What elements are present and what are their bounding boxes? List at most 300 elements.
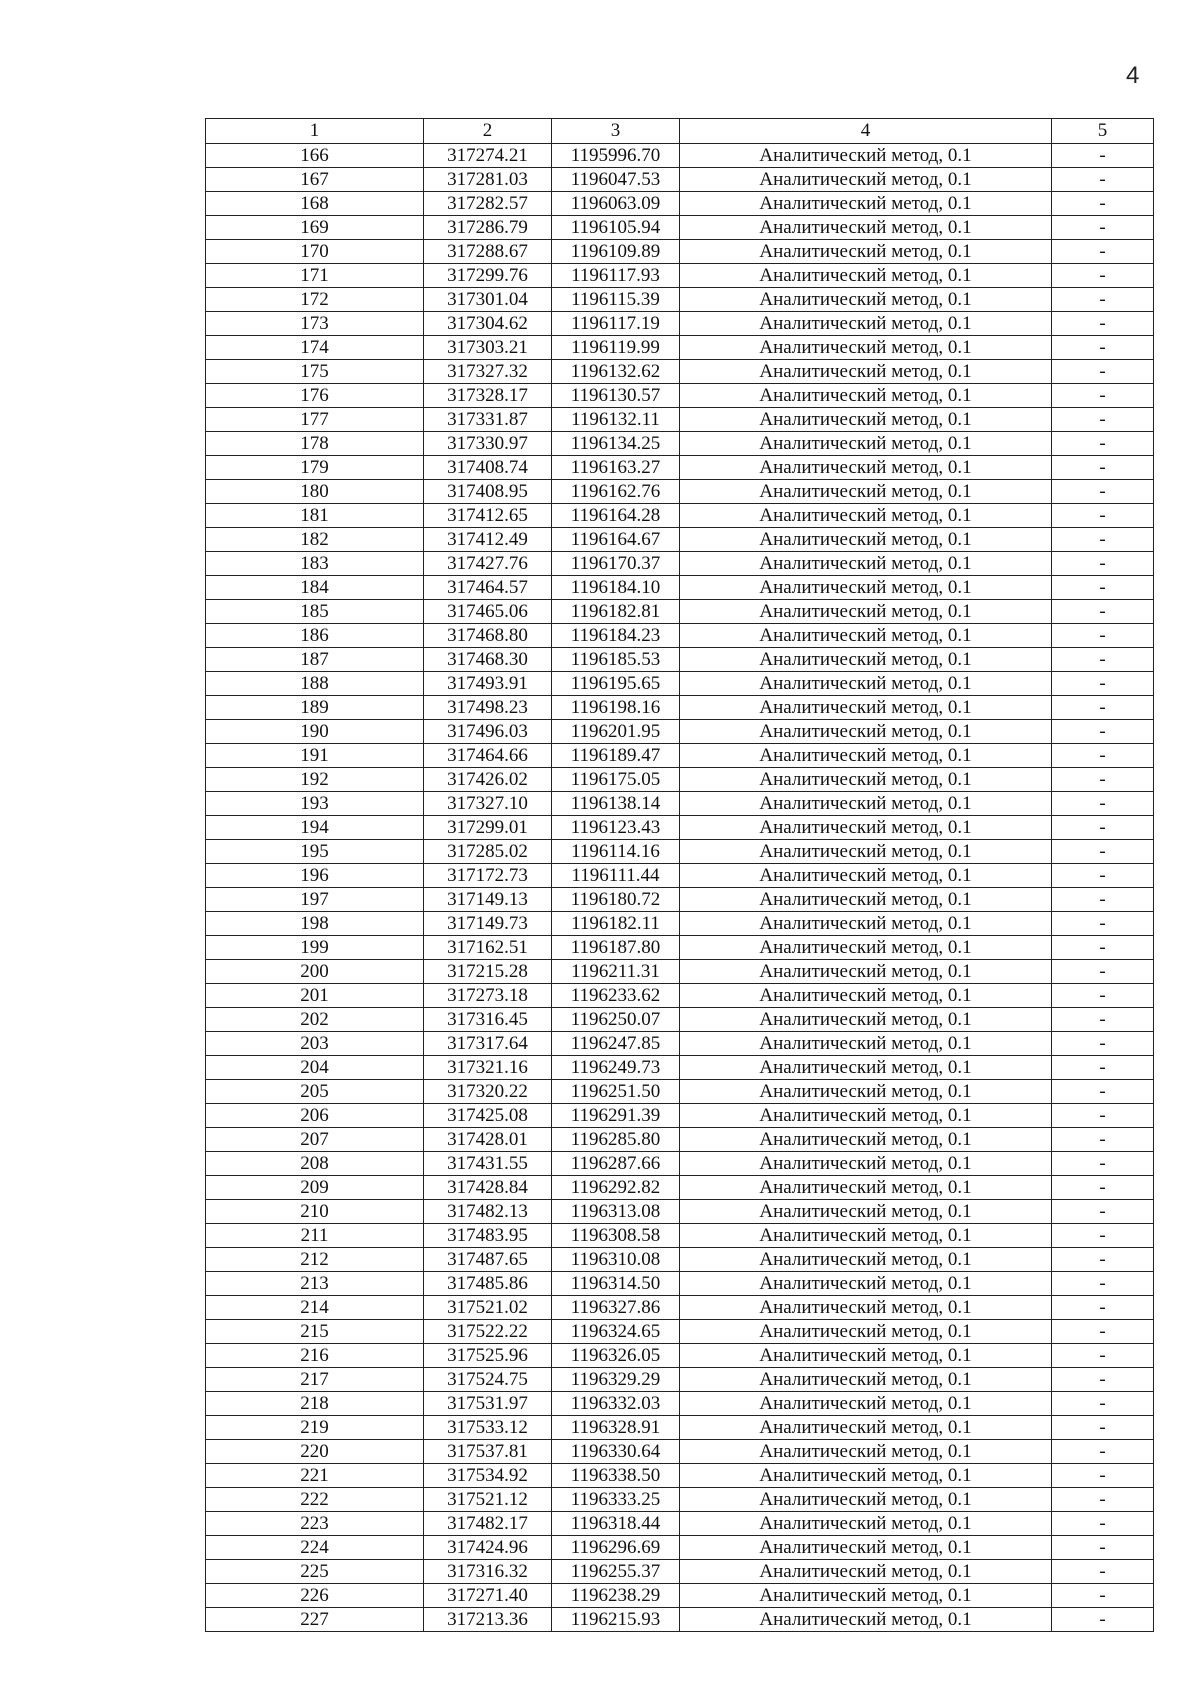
table-row: [206, 1368, 1154, 1392]
note-cell: -: [1052, 648, 1154, 672]
x-coordinate-cell: 317273.18: [424, 984, 552, 1008]
y-coordinate-cell: 1196164.67: [552, 528, 680, 552]
y-coordinate-cell: 1196119.99: [552, 336, 680, 360]
x-coordinate-cell: 317525.96: [424, 1344, 552, 1368]
y-coordinate-cell: 1196338.50: [552, 1464, 680, 1488]
note-cell: -: [1052, 1344, 1154, 1368]
y-coordinate-cell: 1196247.85: [552, 1032, 680, 1056]
x-coordinate-cell: 317431.55: [424, 1152, 552, 1176]
table-row: [206, 840, 1154, 864]
table-row: [206, 888, 1154, 912]
header-row: [206, 119, 1154, 144]
page-number: 4: [1126, 62, 1140, 89]
note-cell: -: [1052, 168, 1154, 192]
note-cell: -: [1052, 1032, 1154, 1056]
table-row: [206, 1008, 1154, 1032]
method-cell: Аналитический метод, 0.1: [680, 552, 1052, 576]
point-number-cell: 219: [206, 1416, 424, 1440]
table-row: [206, 168, 1154, 192]
method-cell: Аналитический метод, 0.1: [680, 1152, 1052, 1176]
method-cell: Аналитический метод, 0.1: [680, 336, 1052, 360]
method-cell: Аналитический метод, 0.1: [680, 288, 1052, 312]
x-coordinate-cell: 317327.32: [424, 360, 552, 384]
note-cell: -: [1052, 1392, 1154, 1416]
table-row: [206, 408, 1154, 432]
point-number-cell: 197: [206, 888, 424, 912]
y-coordinate-cell: 1196211.31: [552, 960, 680, 984]
point-number-cell: 190: [206, 720, 424, 744]
point-number-cell: 193: [206, 792, 424, 816]
x-coordinate-cell: 317427.76: [424, 552, 552, 576]
table-row: [206, 1608, 1154, 1632]
x-coordinate-cell: 317412.65: [424, 504, 552, 528]
x-coordinate-cell: 317172.73: [424, 864, 552, 888]
point-number-cell: 210: [206, 1200, 424, 1224]
note-cell: -: [1052, 1464, 1154, 1488]
y-coordinate-cell: 1196184.23: [552, 624, 680, 648]
method-cell: Аналитический метод, 0.1: [680, 240, 1052, 264]
table-row: [206, 480, 1154, 504]
note-cell: -: [1052, 528, 1154, 552]
x-coordinate-cell: 317303.21: [424, 336, 552, 360]
method-cell: Аналитический метод, 0.1: [680, 720, 1052, 744]
x-coordinate-cell: 317468.30: [424, 648, 552, 672]
method-cell: Аналитический метод, 0.1: [680, 960, 1052, 984]
y-coordinate-cell: 1196292.82: [552, 1176, 680, 1200]
note-cell: -: [1052, 192, 1154, 216]
point-number-cell: 220: [206, 1440, 424, 1464]
note-cell: -: [1052, 408, 1154, 432]
method-cell: Аналитический метод, 0.1: [680, 768, 1052, 792]
note-cell: -: [1052, 1104, 1154, 1128]
note-cell: -: [1052, 840, 1154, 864]
note-cell: -: [1052, 1200, 1154, 1224]
y-coordinate-cell: 1196332.03: [552, 1392, 680, 1416]
point-number-cell: 180: [206, 480, 424, 504]
method-cell: Аналитический метод, 0.1: [680, 1032, 1052, 1056]
y-coordinate-cell: 1196047.53: [552, 168, 680, 192]
y-coordinate-cell: 1196187.80: [552, 936, 680, 960]
table-row: [206, 1464, 1154, 1488]
method-cell: Аналитический метод, 0.1: [680, 1224, 1052, 1248]
point-number-cell: 211: [206, 1224, 424, 1248]
note-cell: -: [1052, 1056, 1154, 1080]
y-coordinate-cell: 1196238.29: [552, 1584, 680, 1608]
point-number-cell: 203: [206, 1032, 424, 1056]
y-coordinate-cell: 1196184.10: [552, 576, 680, 600]
point-number-cell: 194: [206, 816, 424, 840]
note-cell: -: [1052, 1584, 1154, 1608]
y-coordinate-cell: 1196115.39: [552, 288, 680, 312]
method-cell: Аналитический метод, 0.1: [680, 1296, 1052, 1320]
table-row: [206, 240, 1154, 264]
y-coordinate-cell: 1196134.25: [552, 432, 680, 456]
y-coordinate-cell: 1196326.05: [552, 1344, 680, 1368]
method-cell: Аналитический метод, 0.1: [680, 1464, 1052, 1488]
y-coordinate-cell: 1196123.43: [552, 816, 680, 840]
x-coordinate-cell: 317425.08: [424, 1104, 552, 1128]
y-coordinate-cell: 1196130.57: [552, 384, 680, 408]
x-coordinate-cell: 317521.02: [424, 1296, 552, 1320]
point-number-cell: 221: [206, 1464, 424, 1488]
point-number-cell: 222: [206, 1488, 424, 1512]
method-cell: Аналитический метод, 0.1: [680, 1368, 1052, 1392]
method-cell: Аналитический метод, 0.1: [680, 600, 1052, 624]
point-number-cell: 201: [206, 984, 424, 1008]
point-number-cell: 209: [206, 1176, 424, 1200]
point-number-cell: 167: [206, 168, 424, 192]
y-coordinate-cell: 1196250.07: [552, 1008, 680, 1032]
method-cell: Аналитический метод, 0.1: [680, 1104, 1052, 1128]
method-cell: Аналитический метод, 0.1: [680, 1392, 1052, 1416]
y-coordinate-cell: 1196285.80: [552, 1128, 680, 1152]
method-cell: Аналитический метод, 0.1: [680, 840, 1052, 864]
method-cell: Аналитический метод, 0.1: [680, 1200, 1052, 1224]
method-cell: Аналитический метод, 0.1: [680, 360, 1052, 384]
point-number-cell: 177: [206, 408, 424, 432]
table-row: [206, 648, 1154, 672]
x-coordinate-cell: 317522.22: [424, 1320, 552, 1344]
y-coordinate-cell: 1196330.64: [552, 1440, 680, 1464]
note-cell: -: [1052, 1368, 1154, 1392]
y-coordinate-cell: 1196198.16: [552, 696, 680, 720]
point-number-cell: 206: [206, 1104, 424, 1128]
point-number-cell: 169: [206, 216, 424, 240]
x-coordinate-cell: 317524.75: [424, 1368, 552, 1392]
table-row: [206, 528, 1154, 552]
note-cell: -: [1052, 144, 1154, 168]
method-cell: Аналитический метод, 0.1: [680, 1272, 1052, 1296]
table-row: [206, 720, 1154, 744]
point-number-cell: 225: [206, 1560, 424, 1584]
x-coordinate-cell: 317281.03: [424, 168, 552, 192]
y-coordinate-cell: 1196132.62: [552, 360, 680, 384]
x-coordinate-cell: 317465.06: [424, 600, 552, 624]
table-row: [206, 1560, 1154, 1584]
table-row: [206, 1128, 1154, 1152]
x-coordinate-cell: 317288.67: [424, 240, 552, 264]
note-cell: -: [1052, 1416, 1154, 1440]
y-coordinate-cell: 1196310.08: [552, 1248, 680, 1272]
y-coordinate-cell: 1196180.72: [552, 888, 680, 912]
y-coordinate-cell: 1196182.11: [552, 912, 680, 936]
y-coordinate-cell: 1196109.89: [552, 240, 680, 264]
y-coordinate-cell: 1196170.37: [552, 552, 680, 576]
note-cell: -: [1052, 504, 1154, 528]
table-row: [206, 1032, 1154, 1056]
point-number-cell: 215: [206, 1320, 424, 1344]
note-cell: -: [1052, 1512, 1154, 1536]
x-coordinate-cell: 317328.17: [424, 384, 552, 408]
note-cell: -: [1052, 768, 1154, 792]
y-coordinate-cell: 1196255.37: [552, 1560, 680, 1584]
x-coordinate-cell: 317521.12: [424, 1488, 552, 1512]
x-coordinate-cell: 317286.79: [424, 216, 552, 240]
method-cell: Аналитический метод, 0.1: [680, 624, 1052, 648]
table-row: [206, 360, 1154, 384]
point-number-cell: 168: [206, 192, 424, 216]
point-number-cell: 223: [206, 1512, 424, 1536]
table-row: [206, 192, 1154, 216]
y-coordinate-cell: 1196163.27: [552, 456, 680, 480]
method-cell: Аналитический метод, 0.1: [680, 1536, 1052, 1560]
note-cell: -: [1052, 1224, 1154, 1248]
x-coordinate-cell: 317482.17: [424, 1512, 552, 1536]
note-cell: -: [1052, 576, 1154, 600]
x-coordinate-cell: 317408.74: [424, 456, 552, 480]
y-coordinate-cell: 1196308.58: [552, 1224, 680, 1248]
note-cell: -: [1052, 288, 1154, 312]
method-cell: Аналитический метод, 0.1: [680, 1488, 1052, 1512]
note-cell: -: [1052, 864, 1154, 888]
point-number-cell: 191: [206, 744, 424, 768]
table-row: [206, 336, 1154, 360]
note-cell: -: [1052, 696, 1154, 720]
note-cell: -: [1052, 936, 1154, 960]
method-cell: Аналитический метод, 0.1: [680, 1320, 1052, 1344]
note-cell: -: [1052, 384, 1154, 408]
note-cell: -: [1052, 264, 1154, 288]
method-cell: Аналитический метод, 0.1: [680, 1248, 1052, 1272]
table-row: [206, 960, 1154, 984]
x-coordinate-cell: 317483.95: [424, 1224, 552, 1248]
note-cell: -: [1052, 360, 1154, 384]
x-coordinate-cell: 317485.86: [424, 1272, 552, 1296]
table-row: [206, 432, 1154, 456]
table-row: [206, 1152, 1154, 1176]
y-coordinate-cell: 1196117.19: [552, 312, 680, 336]
note-cell: -: [1052, 552, 1154, 576]
point-number-cell: 179: [206, 456, 424, 480]
note-cell: -: [1052, 240, 1154, 264]
note-cell: -: [1052, 912, 1154, 936]
x-coordinate-cell: 317304.62: [424, 312, 552, 336]
y-coordinate-cell: 1196185.53: [552, 648, 680, 672]
x-coordinate-cell: 317320.22: [424, 1080, 552, 1104]
note-cell: -: [1052, 1320, 1154, 1344]
x-coordinate-cell: 317330.97: [424, 432, 552, 456]
table-row: [206, 456, 1154, 480]
note-cell: -: [1052, 792, 1154, 816]
table-row: [206, 624, 1154, 648]
table-row: [206, 1536, 1154, 1560]
point-number-cell: 217: [206, 1368, 424, 1392]
x-coordinate-cell: 317498.23: [424, 696, 552, 720]
table-row: [206, 600, 1154, 624]
x-coordinate-cell: 317428.84: [424, 1176, 552, 1200]
y-coordinate-cell: 1196175.05: [552, 768, 680, 792]
method-cell: Аналитический метод, 0.1: [680, 264, 1052, 288]
x-coordinate-cell: 317482.13: [424, 1200, 552, 1224]
method-cell: Аналитический метод, 0.1: [680, 192, 1052, 216]
method-cell: Аналитический метод, 0.1: [680, 696, 1052, 720]
table-body: [206, 144, 1154, 1632]
note-cell: -: [1052, 888, 1154, 912]
method-cell: Аналитический метод, 0.1: [680, 888, 1052, 912]
table-row: [206, 576, 1154, 600]
x-coordinate-cell: 317299.01: [424, 816, 552, 840]
table-row: [206, 864, 1154, 888]
note-cell: -: [1052, 1008, 1154, 1032]
x-coordinate-cell: 317316.32: [424, 1560, 552, 1584]
point-number-cell: 224: [206, 1536, 424, 1560]
x-coordinate-cell: 317496.03: [424, 720, 552, 744]
note-cell: -: [1052, 1272, 1154, 1296]
point-number-cell: 170: [206, 240, 424, 264]
table-row: [206, 672, 1154, 696]
table-row: [206, 912, 1154, 936]
column-header-1: 1: [206, 119, 424, 144]
x-coordinate-cell: 317424.96: [424, 1536, 552, 1560]
note-cell: -: [1052, 312, 1154, 336]
x-coordinate-cell: 317537.81: [424, 1440, 552, 1464]
point-number-cell: 189: [206, 696, 424, 720]
x-coordinate-cell: 317426.02: [424, 768, 552, 792]
table-row: [206, 504, 1154, 528]
point-number-cell: 200: [206, 960, 424, 984]
x-coordinate-cell: 317534.92: [424, 1464, 552, 1488]
x-coordinate-cell: 317493.91: [424, 672, 552, 696]
y-coordinate-cell: 1195996.70: [552, 144, 680, 168]
y-coordinate-cell: 1196215.93: [552, 1608, 680, 1632]
y-coordinate-cell: 1196114.16: [552, 840, 680, 864]
table-row: [206, 1200, 1154, 1224]
method-cell: Аналитический метод, 0.1: [680, 1440, 1052, 1464]
method-cell: Аналитический метод, 0.1: [680, 912, 1052, 936]
point-number-cell: 192: [206, 768, 424, 792]
x-coordinate-cell: 317412.49: [424, 528, 552, 552]
note-cell: -: [1052, 1248, 1154, 1272]
table-row: [206, 288, 1154, 312]
point-number-cell: 195: [206, 840, 424, 864]
coordinates-table: [205, 118, 1154, 1632]
note-cell: -: [1052, 1440, 1154, 1464]
table-row: [206, 936, 1154, 960]
point-number-cell: 199: [206, 936, 424, 960]
y-coordinate-cell: 1196287.66: [552, 1152, 680, 1176]
method-cell: Аналитический метод, 0.1: [680, 576, 1052, 600]
note-cell: -: [1052, 480, 1154, 504]
point-number-cell: 171: [206, 264, 424, 288]
x-coordinate-cell: 317487.65: [424, 1248, 552, 1272]
column-header-5: 5: [1052, 119, 1154, 144]
note-cell: -: [1052, 720, 1154, 744]
point-number-cell: 202: [206, 1008, 424, 1032]
note-cell: -: [1052, 960, 1154, 984]
x-coordinate-cell: 317531.97: [424, 1392, 552, 1416]
x-coordinate-cell: 317533.12: [424, 1416, 552, 1440]
x-coordinate-cell: 317301.04: [424, 288, 552, 312]
point-number-cell: 184: [206, 576, 424, 600]
method-cell: Аналитический метод, 0.1: [680, 168, 1052, 192]
x-coordinate-cell: 317428.01: [424, 1128, 552, 1152]
table-row: [206, 216, 1154, 240]
method-cell: Аналитический метод, 0.1: [680, 1608, 1052, 1632]
method-cell: Аналитический метод, 0.1: [680, 816, 1052, 840]
x-coordinate-cell: 317271.40: [424, 1584, 552, 1608]
point-number-cell: 207: [206, 1128, 424, 1152]
table-row: [206, 792, 1154, 816]
note-cell: -: [1052, 216, 1154, 240]
y-coordinate-cell: 1196105.94: [552, 216, 680, 240]
y-coordinate-cell: 1196324.65: [552, 1320, 680, 1344]
method-cell: Аналитический метод, 0.1: [680, 456, 1052, 480]
x-coordinate-cell: 317274.21: [424, 144, 552, 168]
method-cell: Аналитический метод, 0.1: [680, 408, 1052, 432]
x-coordinate-cell: 317321.16: [424, 1056, 552, 1080]
note-cell: -: [1052, 1560, 1154, 1584]
y-coordinate-cell: 1196132.11: [552, 408, 680, 432]
point-number-cell: 173: [206, 312, 424, 336]
y-coordinate-cell: 1196333.25: [552, 1488, 680, 1512]
note-cell: -: [1052, 672, 1154, 696]
y-coordinate-cell: 1196251.50: [552, 1080, 680, 1104]
table-row: [206, 816, 1154, 840]
table-row: [206, 768, 1154, 792]
note-cell: -: [1052, 600, 1154, 624]
point-number-cell: 172: [206, 288, 424, 312]
point-number-cell: 212: [206, 1248, 424, 1272]
table-row: [206, 1512, 1154, 1536]
point-number-cell: 214: [206, 1296, 424, 1320]
x-coordinate-cell: 317149.13: [424, 888, 552, 912]
note-cell: -: [1052, 432, 1154, 456]
y-coordinate-cell: 1196189.47: [552, 744, 680, 768]
y-coordinate-cell: 1196201.95: [552, 720, 680, 744]
y-coordinate-cell: 1196327.86: [552, 1296, 680, 1320]
method-cell: Аналитический метод, 0.1: [680, 1008, 1052, 1032]
note-cell: -: [1052, 1608, 1154, 1632]
y-coordinate-cell: 1196233.62: [552, 984, 680, 1008]
table-row: [206, 1416, 1154, 1440]
y-coordinate-cell: 1196138.14: [552, 792, 680, 816]
point-number-cell: 187: [206, 648, 424, 672]
x-coordinate-cell: 317464.66: [424, 744, 552, 768]
method-cell: Аналитический метод, 0.1: [680, 1560, 1052, 1584]
method-cell: Аналитический метод, 0.1: [680, 864, 1052, 888]
table-row: [206, 1080, 1154, 1104]
note-cell: -: [1052, 816, 1154, 840]
note-cell: -: [1052, 744, 1154, 768]
point-number-cell: 204: [206, 1056, 424, 1080]
point-number-cell: 178: [206, 432, 424, 456]
y-coordinate-cell: 1196164.28: [552, 504, 680, 528]
x-coordinate-cell: 317464.57: [424, 576, 552, 600]
point-number-cell: 213: [206, 1272, 424, 1296]
table-row: [206, 1320, 1154, 1344]
y-coordinate-cell: 1196182.81: [552, 600, 680, 624]
note-cell: -: [1052, 1176, 1154, 1200]
y-coordinate-cell: 1196328.91: [552, 1416, 680, 1440]
table-row: [206, 1176, 1154, 1200]
table-row: [206, 1224, 1154, 1248]
note-cell: -: [1052, 1152, 1154, 1176]
table-row: [206, 1344, 1154, 1368]
method-cell: Аналитический метод, 0.1: [680, 984, 1052, 1008]
column-header-2: 2: [424, 119, 552, 144]
method-cell: Аналитический метод, 0.1: [680, 936, 1052, 960]
table-row: [206, 552, 1154, 576]
table-row: [206, 984, 1154, 1008]
table-row: [206, 264, 1154, 288]
method-cell: Аналитический метод, 0.1: [680, 480, 1052, 504]
note-cell: -: [1052, 1080, 1154, 1104]
method-cell: Аналитический метод, 0.1: [680, 1080, 1052, 1104]
x-coordinate-cell: 317317.64: [424, 1032, 552, 1056]
table-row: [206, 312, 1154, 336]
note-cell: -: [1052, 1488, 1154, 1512]
point-number-cell: 183: [206, 552, 424, 576]
